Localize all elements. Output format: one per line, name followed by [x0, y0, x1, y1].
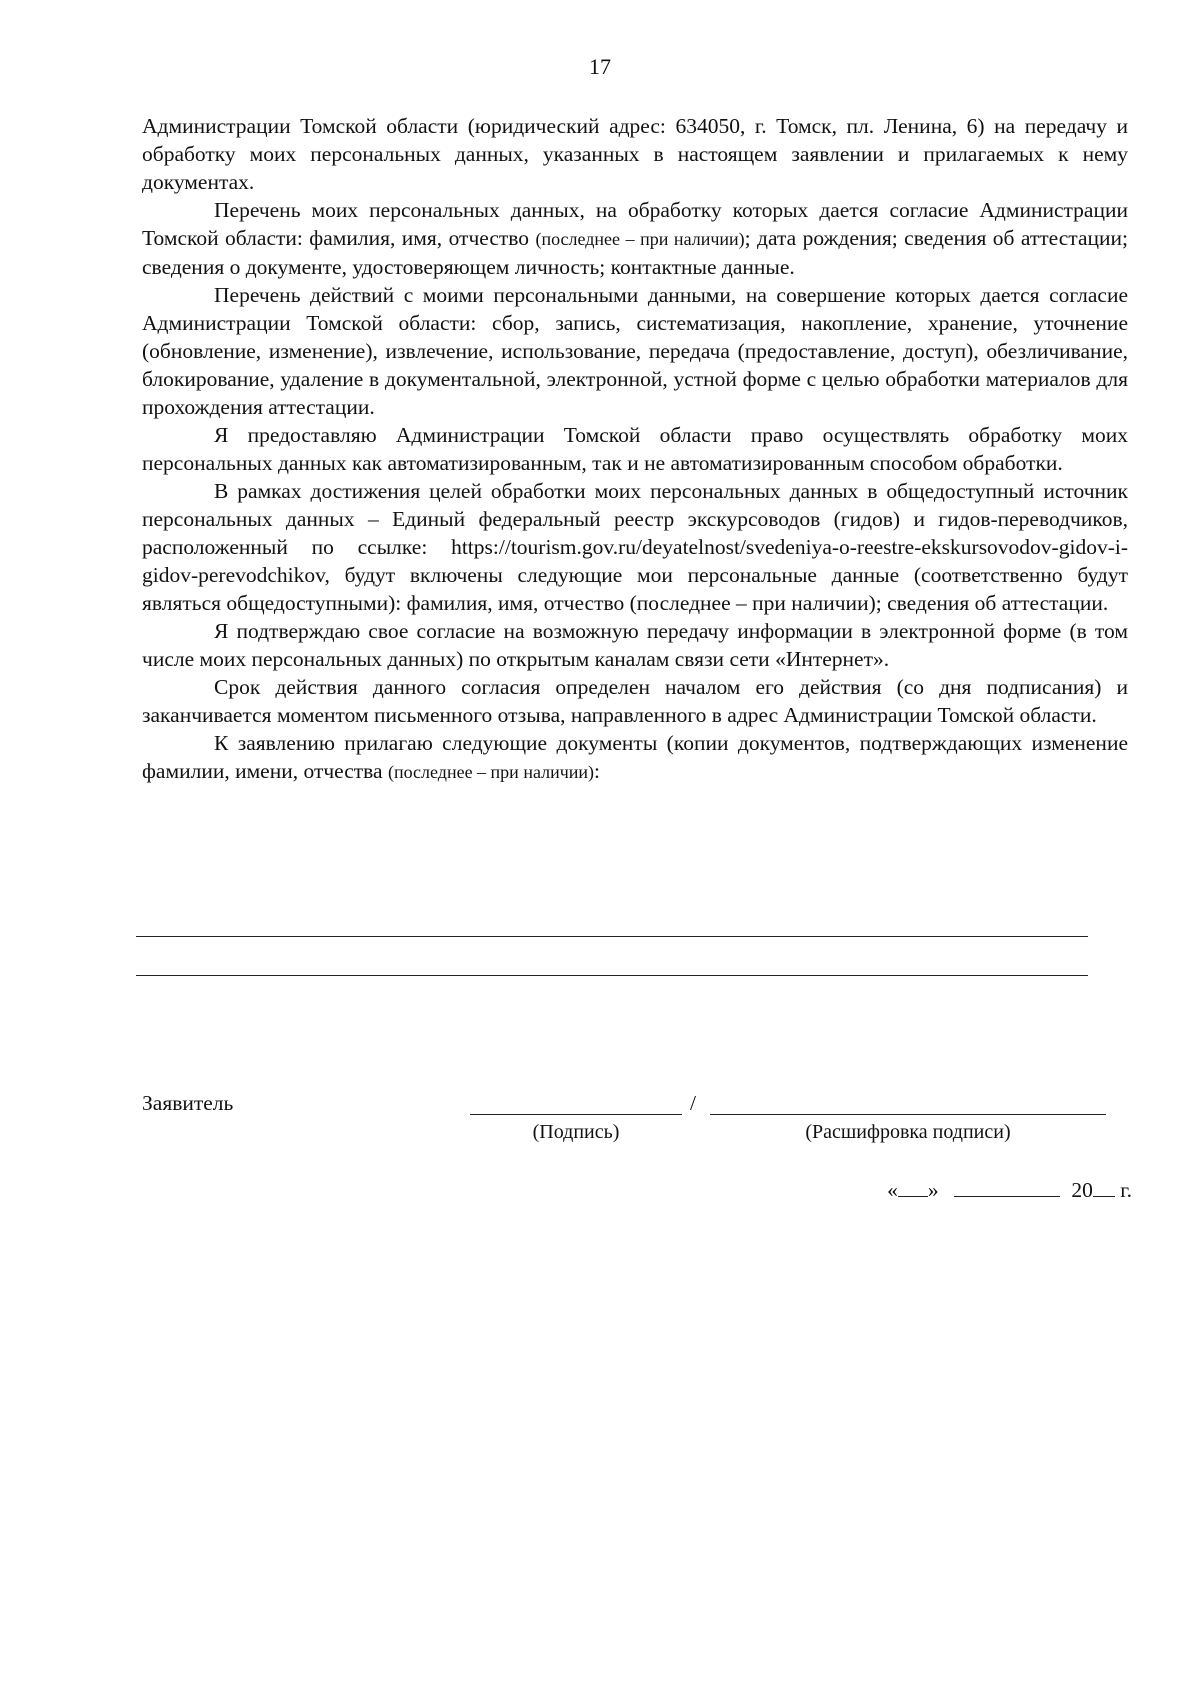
- signature-caption: (Подпись): [532, 1121, 620, 1143]
- date-year-suffix: г.: [1120, 1178, 1132, 1202]
- paragraph-consent-term: Срок действия данного согласия определен началом его действия (со дня подписания) и заканчивается моментом письменного отзыва, направленного в адрес Администрации Томской области.: [142, 675, 1128, 727]
- attachments-blank-line-1[interactable]: [136, 936, 1088, 937]
- date-day-blank[interactable]: [898, 1178, 928, 1197]
- signature-block: [142, 1090, 1128, 1230]
- paragraph-public-registry: В рамках достижения целей обработки моих персональных данных в общедоступный источник персональных данных – Единый федеральный реестр экскурсоводов (гидов) и гидов-переводчиков, расположенный по ссылке: https://tourism.gov.ru/deyatelnost/svedeniya-o-reestre-ekskursovodov-gidov-i-gidov-perevodchikov, будут включены следующие мои персональные данные (соответственно будут являться общедоступными): фамилия, имя, отчество (последнее – при наличии); сведения об аттестации.: [142, 479, 1128, 615]
- paragraph-attachments: [142, 729, 1128, 786]
- paragraph-internet-transfer: Я подтверждаю свое согласие на возможную передачу информации в электронной форме (в том числе моих персональных данных) по открытым каналам связи сети «Интернет».: [142, 619, 1128, 671]
- date-line: [887, 1176, 1132, 1204]
- attachments-blank-line-2[interactable]: [136, 975, 1088, 976]
- paragraph-actions-list: Перечень действий с моими персональными данными, на совершение которых дается согласие Администрации Томской области: сбор, запись, систематизация, накопление, хранение, уточнение (обновление, изменение), извлечение, использование, передача (предоставление, доступ), обезличивание, блокирование, удаление в документальной, электронной, устной форме с целью обработки материалов для прохождения аттестации.: [142, 283, 1128, 419]
- attachments-text: К заявлению прилагаю следующие документы (копии документов, подтверждающих изменение фамилии, имени, отчества: [142, 731, 1128, 783]
- paragraph-data-list: [142, 196, 1128, 281]
- data-list-text-cont: ; дата рождения; сведения об аттестации; сведения о документе, удостоверяющем личность; контактные данные.: [142, 226, 1128, 279]
- date-year-prefix: 20: [1071, 1178, 1093, 1202]
- date-year-blank[interactable]: [1093, 1178, 1115, 1197]
- signature-line[interactable]: [470, 1114, 682, 1115]
- consent-text: [142, 112, 1128, 786]
- date-open-quote: «: [887, 1178, 898, 1202]
- signature-slash: /: [690, 1091, 696, 1115]
- signature-decoding-caption: (Расшифровка подписи): [805, 1121, 1011, 1143]
- signature-decoding-line[interactable]: [710, 1114, 1106, 1115]
- page-number: 17: [589, 54, 611, 79]
- attachments-note: (последнее – при наличии): [387, 762, 595, 782]
- data-list-note: (последнее – при наличии): [535, 229, 745, 249]
- applicant-label: Заявитель: [142, 1091, 234, 1115]
- paragraph-processing-right: Я предоставляю Администрации Томской области право осуществлять обработку моих персональных данных как автоматизированным, так и не автоматизированным способом обработки.: [142, 423, 1128, 475]
- date-close-quote: »: [927, 1178, 939, 1202]
- data-list-text: Перечень моих персональных данных, на обработку которых дается согласие Администрации Томской области: фамилия, имя, отчество: [142, 198, 1128, 250]
- date-month-blank[interactable]: [954, 1178, 1060, 1197]
- paragraph-legal-address: Администрации Томской области (юридический адрес: 634050, г. Томск, пл. Ленина, 6) на передачу и обработку моих персональных данных, указанных в настоящем заявлении и прилагаемых к нему документах.: [142, 114, 1128, 194]
- attachments-colon: :: [594, 759, 601, 783]
